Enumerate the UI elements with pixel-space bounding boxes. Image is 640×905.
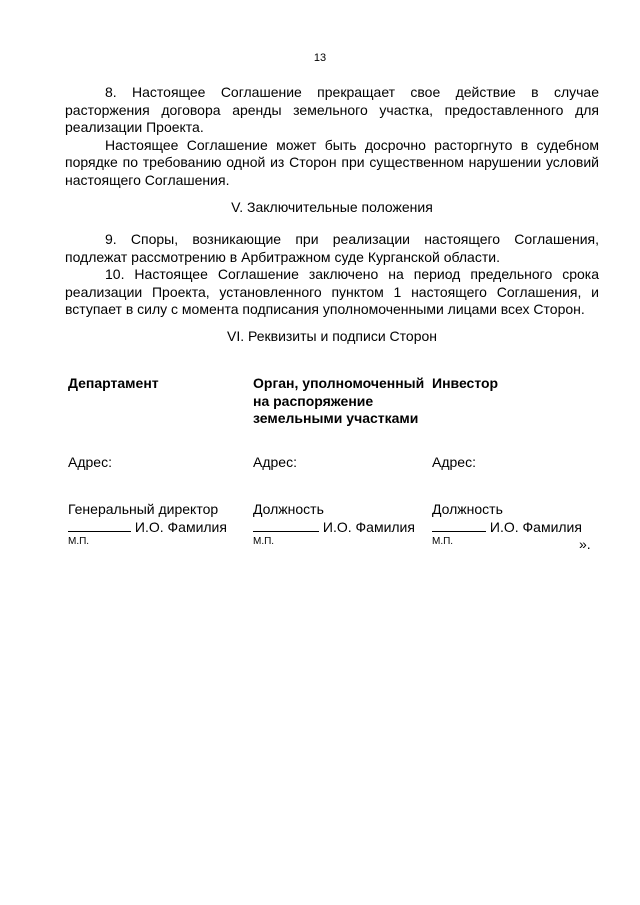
stamp-mark: М.П.	[68, 536, 90, 547]
section-vi-title: VI. Реквизиты и подписи Сторон	[226, 328, 437, 344]
signer-name: И.О. Фамилия	[134, 519, 227, 535]
party-address: Адрес:	[432, 454, 476, 470]
party-authority	[253, 375, 425, 428]
party-signature-block	[432, 501, 582, 548]
signature-blank	[68, 518, 131, 532]
section-iv-text	[65, 84, 599, 190]
section-v-title: V. Заключительные положения	[231, 199, 433, 215]
section-v-text	[65, 231, 599, 319]
signature-blank	[253, 518, 319, 532]
party-signature-block	[253, 501, 415, 548]
party-address: Адрес:	[68, 454, 112, 470]
page-number: 13	[313, 52, 327, 64]
paragraph-10: 10. Настоящее Соглашение заключено на период предельного срока реализации Проекта, установленного пунктом 1 настоящего Соглашения, и вступает в силу с момента подписания уполномоченными лицами всех Сторон.	[65, 266, 599, 318]
closing-quote: ».	[579, 536, 591, 552]
signature-blank	[432, 518, 486, 532]
signature-line	[68, 518, 227, 536]
party-signature-block	[68, 501, 227, 548]
signer-name: И.О. Фамилия	[322, 519, 415, 535]
signer-name: И.О. Фамилия	[489, 519, 582, 535]
stamp-mark: М.П.	[432, 536, 454, 547]
party-department	[68, 375, 243, 393]
party-name: Инвестор	[432, 375, 499, 391]
stamp-mark: М.П.	[253, 536, 275, 547]
paragraph-8: 8. Настоящее Соглашение прекращает свое действие в случае расторжения договора аренды земельного участка, предоставленного для реализации Проекта.	[65, 84, 599, 136]
paragraph-9: 9. Споры, возникающие при реализации настоящего Соглашения, подлежат рассмотрению в Арбитражном суде Курганской области.	[65, 231, 599, 265]
paragraph-8b: Настоящее Соглашение может быть досрочно расторгнуто в судебном порядке по требованию одной из Сторон при существенном нарушении условий настоящего Соглашения.	[65, 136, 599, 188]
signature-line	[432, 518, 582, 536]
party-name: Орган, уполномоченный на распоряжение земельными участками	[253, 375, 425, 427]
signer-position: Должность	[432, 501, 503, 517]
party-address: Адрес:	[253, 454, 297, 470]
signature-line	[253, 518, 415, 536]
party-name: Департамент	[68, 375, 159, 391]
signer-position: Должность	[253, 501, 324, 517]
party-investor	[432, 375, 592, 393]
signer-position: Генеральный директор	[68, 501, 219, 517]
